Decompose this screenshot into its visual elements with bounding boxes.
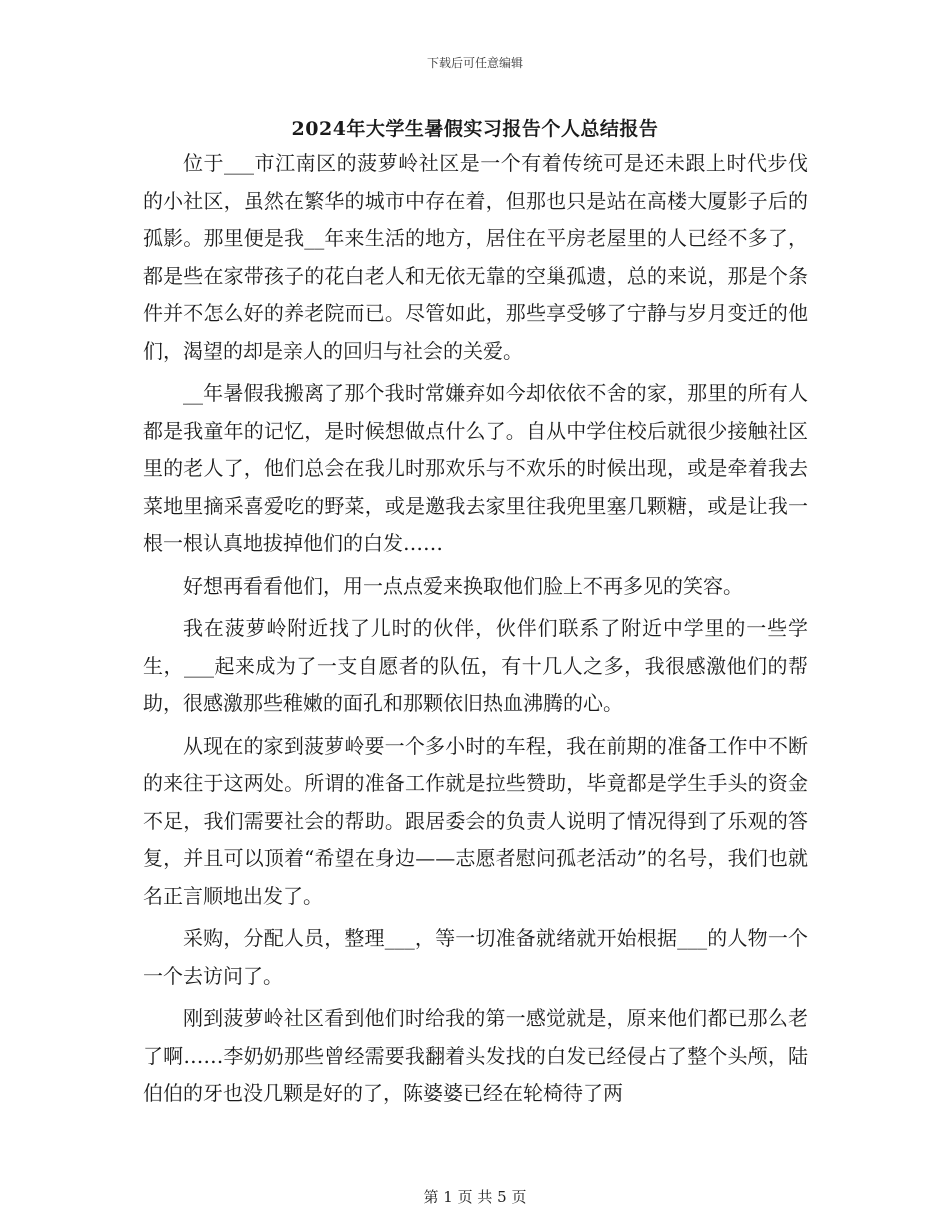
paragraph: 刚到菠萝岭社区看到他们时给我的第一感觉就是，原来他们都已那么老了啊……李奶奶那些曾经需要我翻着头发找的白发已经侵占了整个头颅，陆伯伯的牙也没几颗是好的了，陈婆婆已经在轮椅待了两 (143, 1006, 808, 1105)
document-title: 2024年大学生暑假实习报告个人总结报告 (291, 118, 659, 140)
document-body (143, 145, 808, 1118)
paragraph: __年暑假我搬离了那个我时常嫌弃如今却依依不舍的家，那里的所有人都是我童年的记忆，是时候想做点什么了。自从中学住校后就很少接触社区里的老人了，他们总会在我儿时那欢乐与不欢乐的时候出现，或是牵着我去菜地里摘采喜爱吃的野菜，或是邀我去家里往我兜里塞几颗糖，或是让我一根一根认真地拔掉他们的白发…… (143, 381, 808, 555)
paragraph: 位于___市江南区的菠萝岭社区是一个有着传统可是还未跟上时代步伐的小社区，虽然在繁华的城市中存在着，但那也只是站在高楼大厦影子后的孤影。那里便是我__年来生活的地方，居住在平房老屋里的人已经不多了，都是些在家带孩子的花白老人和无依无靠的空巢孤遗，总的来说，那是个条件并不怎么好的养老院而已。尽管如此，那些享受够了宁静与岁月变迁的他们，渴望的却是亲人的回归与社会的关爱。 (143, 151, 808, 363)
header-note: 下载后可任意编辑 (426, 56, 523, 70)
paragraph: 我在菠萝岭附近找了儿时的伙伴，伙伴们联系了附近中学里的一些学生，___起来成为了一支自愿者的队伍，有十几人之多，我很感激他们的帮助，很感激那些稚嫩的面孔和那颗依旧热血沸腾的心。 (143, 616, 808, 715)
paragraph: 好想再看看他们，用一点点爱来换取他们脸上不再多见的笑容。 (183, 573, 743, 598)
paragraph: 采购，分配人员，整理___，等一切准备就绪就开始根据___的人物一个一个去访问了。 (143, 926, 808, 988)
page-number: 第 1 页 共 5 页 (423, 1188, 527, 1206)
paragraph: 从现在的家到菠萝岭要一个多小时的车程，我在前期的准备工作中不断的来往于这两处。所谓的准备工作就是拉些赞助，毕竟都是学生手头的资金不足，我们需要社会的帮助。跟居委会的负责人说明了情况得到了乐观的答复，并且可以顶着“希望在身边——志愿者慰问孤老活动”的名号，我们也就名正言顺地出发了。 (143, 733, 808, 908)
